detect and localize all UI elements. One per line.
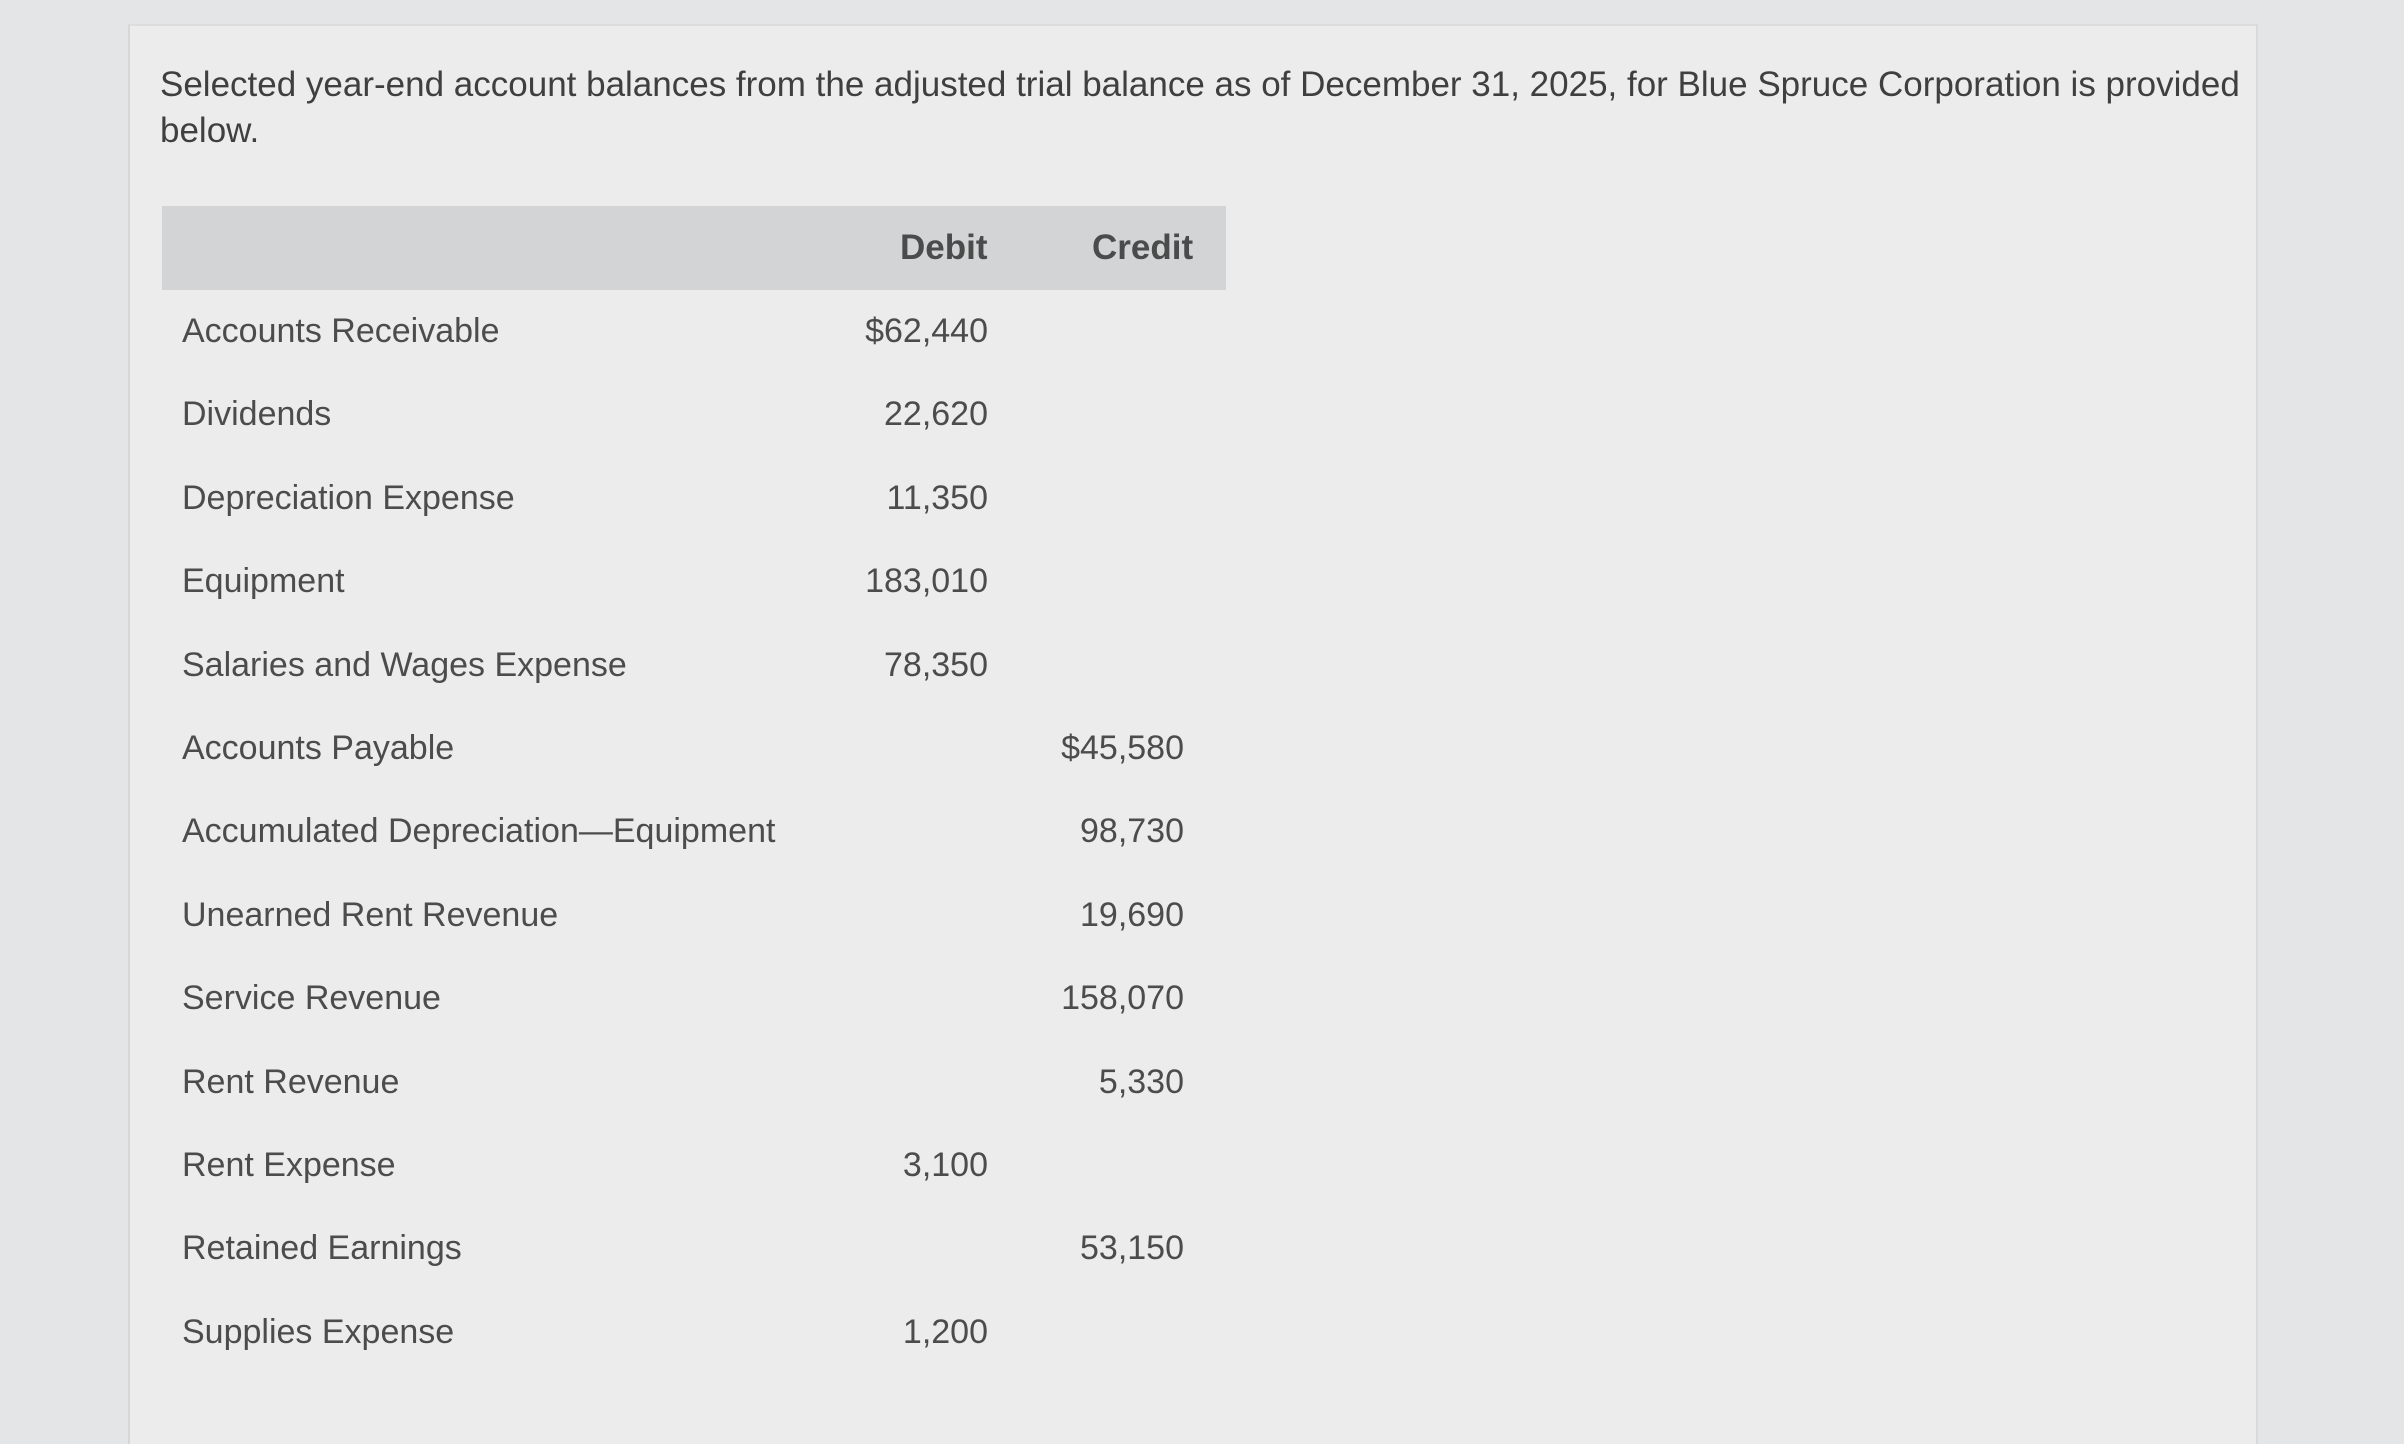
table-row xyxy=(162,874,1226,957)
table-row xyxy=(162,624,1226,707)
table-row xyxy=(162,1124,1226,1207)
table-row xyxy=(162,290,1226,373)
account-name: Retained Earnings xyxy=(182,1229,462,1268)
table-row xyxy=(162,373,1226,456)
account-name: Equipment xyxy=(182,562,345,601)
credit-amount: 98,730 xyxy=(1080,812,1184,851)
header-debit: Debit xyxy=(900,228,988,267)
debit-amount: 1,200 xyxy=(902,1312,988,1351)
trial-balance-table xyxy=(162,206,1226,1374)
table-row xyxy=(162,707,1226,790)
account-name: Depreciation Expense xyxy=(182,478,515,517)
credit-amount: 19,690 xyxy=(1080,895,1184,934)
table-header-row xyxy=(162,206,1226,290)
account-name: Dividends xyxy=(182,395,332,434)
account-name: Service Revenue xyxy=(182,979,441,1018)
header-credit: Credit xyxy=(1092,228,1194,267)
table-row xyxy=(162,790,1226,873)
table-row xyxy=(162,1041,1226,1124)
debit-amount: 11,350 xyxy=(886,478,988,517)
account-name: Accumulated Depreciation—Equipment xyxy=(182,812,776,851)
credit-amount: 158,070 xyxy=(1061,979,1184,1018)
debit-amount: 3,100 xyxy=(902,1145,988,1184)
account-name: Rent Expense xyxy=(182,1145,396,1184)
account-name: Salaries and Wages Expense xyxy=(182,645,627,684)
table-row xyxy=(162,1291,1226,1374)
account-name: Rent Revenue xyxy=(182,1062,400,1101)
account-name: Supplies Expense xyxy=(182,1312,455,1351)
debit-amount: 78,350 xyxy=(884,645,988,684)
table-body xyxy=(162,290,1226,1374)
debit-amount: 183,010 xyxy=(865,562,988,601)
debit-amount: 22,620 xyxy=(884,395,988,434)
account-name: Unearned Rent Revenue xyxy=(182,895,559,934)
account-name: Accounts Receivable xyxy=(182,312,500,350)
intro-text: Selected year-end account balances from the adjusted trial balance as of December 31, 2025, for Blue Spruce Corporation is provided below. xyxy=(160,65,2240,150)
table-row xyxy=(162,457,1226,540)
table-row xyxy=(162,540,1226,623)
table-row xyxy=(162,957,1226,1040)
table-row xyxy=(162,1207,1226,1290)
credit-amount: $45,580 xyxy=(1061,728,1184,767)
account-name: Accounts Payable xyxy=(182,728,455,767)
debit-amount: $62,440 xyxy=(865,312,988,350)
credit-amount: 5,330 xyxy=(1098,1062,1184,1101)
credit-amount: 53,150 xyxy=(1080,1229,1184,1268)
